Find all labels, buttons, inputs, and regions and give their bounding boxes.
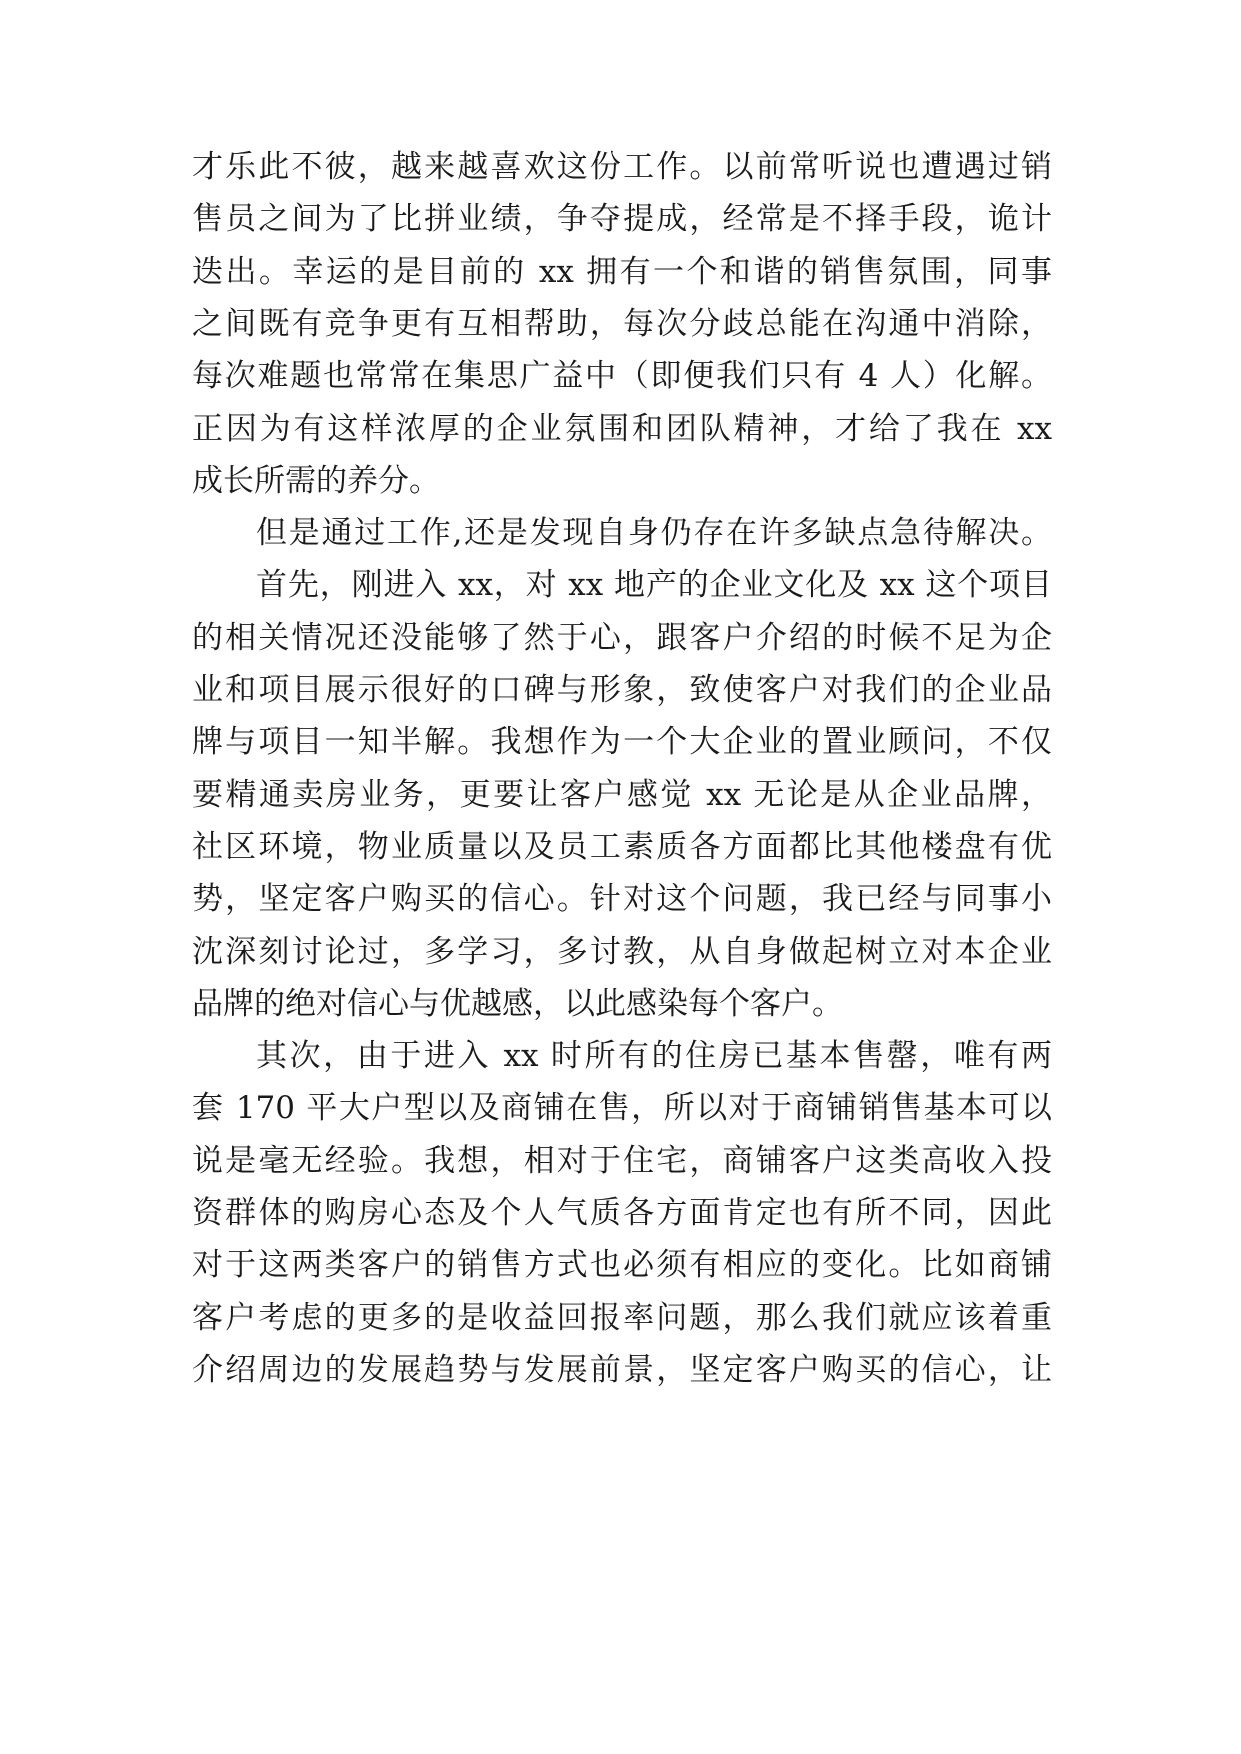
- text-line: 势，坚定客户购买的信心。针对这个问题，我已经与同事小: [192, 881, 1052, 918]
- text-line: 正因为有这样浓厚的企业氛围和团队精神，才给了我在 xx: [192, 410, 1052, 447]
- text-line: 成长所需的养分。: [192, 462, 440, 499]
- text-line: 但是通过工作,还是发现自身仍存在许多缺点急待解决。: [256, 515, 1052, 552]
- text-line: 首先，刚进入 xx，对 xx 地产的企业文化及 xx 这个项目: [256, 567, 1052, 604]
- text-line: 才乐此不彼，越来越喜欢这份工作。以前常听说也遭遇过销: [192, 149, 1052, 185]
- text-line: 资群体的购房心态及个人气质各方面肯定也有所不同，因此: [192, 1195, 1052, 1231]
- text-line: 套 170 平大户型以及商铺在售，所以对于商铺销售基本可以: [192, 1090, 1052, 1127]
- text-line: 售员之间为了比拼业绩，争夺提成，经常是不择手段，诡计: [192, 201, 1052, 238]
- text-line: 每次难题也常常在集思广益中（即便我们只有 4 人）化解。: [192, 358, 1052, 395]
- text-line: 说是毫无经验。我想，相对于住宅，商铺客户这类高收入投: [192, 1142, 1052, 1179]
- text-line: 社区环境，物业质量以及员工素质各方面都比其他楼盘有优: [192, 828, 1052, 865]
- text-line: 客户考虑的更多的是收益回报率问题，那么我们就应该着重: [192, 1299, 1052, 1336]
- text-line: 牌与项目一知半解。我想作为一个大企业的置业顾问，不仅: [192, 724, 1052, 761]
- text-line: 沈深刻讨论过，多学习，多讨教，从自身做起树立对本企业: [192, 933, 1052, 970]
- text-line: 品牌的绝对信心与优越感，以此感染每个客户。: [192, 985, 843, 1022]
- text-line: 其次，由于进入 xx 时所有的住房已基本售罄，唯有两: [256, 1038, 1052, 1075]
- text-line: 要精通卖房业务，更要让客户感觉 xx 无论是从企业品牌，: [192, 776, 1052, 813]
- text-line: 的相关情况还没能够了然于心，跟客户介绍的时候不足为企: [192, 619, 1052, 656]
- text-line: 介绍周边的发展趋势与发展前景，坚定客户购买的信心，让: [192, 1351, 1052, 1388]
- text-line: 业和项目展示很好的口碑与形象，致使客户对我们的企业品: [192, 672, 1052, 708]
- text-line: 迭出。幸运的是目前的 xx 拥有一个和谐的销售氛围，同事: [192, 253, 1052, 290]
- text-line: 对于这两类客户的销售方式也必须有相应的变化。比如商铺: [192, 1247, 1052, 1284]
- text-line: 之间既有竞争更有互相帮助，每次分歧总能在沟通中消除，: [192, 305, 1052, 342]
